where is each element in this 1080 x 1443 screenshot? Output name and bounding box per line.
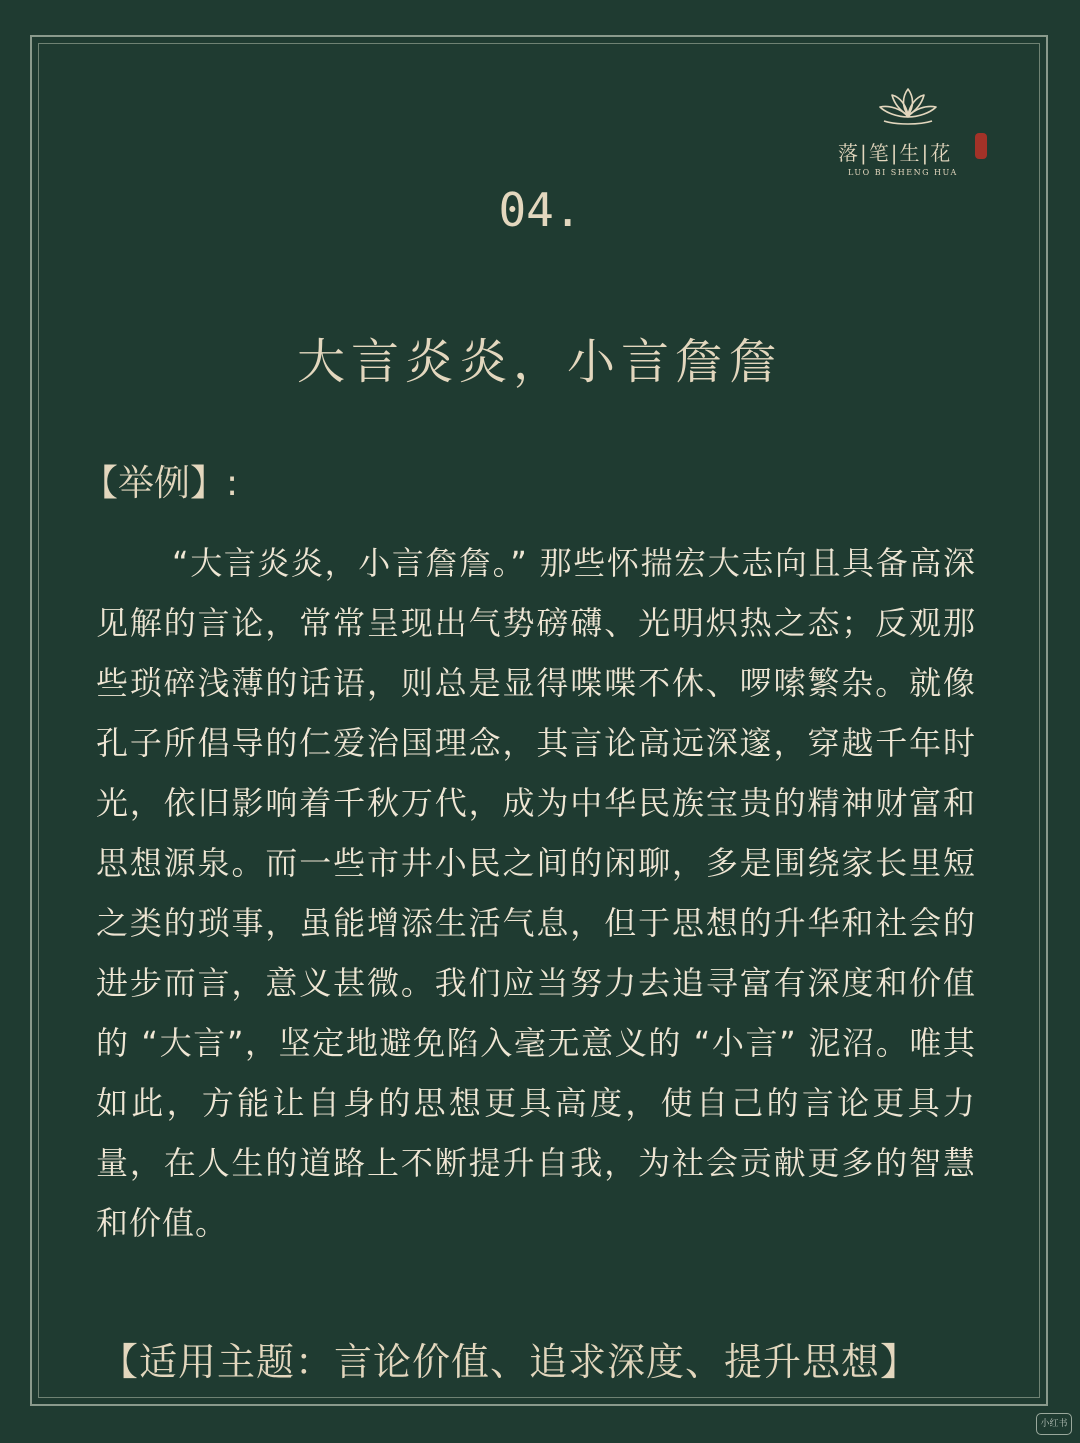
- red-seal-stamp: [975, 133, 987, 159]
- lotus-icon: [876, 85, 940, 129]
- logo-pinyin: LUO BI SHENG HUA: [848, 168, 958, 177]
- example-paragraph: “大言炎炎，小言詹詹。” 那些怀揣宏大志向且具备高深见解的言论，常常呈现出气势磅礴、光明炽热之态；反观那些琐碎浅薄的话语，则总是显得喋喋不休、啰嗦繁杂。就像孔子所倡导的仁爱治国理念，其言论高远深邃，穿越千年时光，依旧影响着千秋万代，成为中华民族宝贵的精神财富和思想源泉。而一些市井小民之间的闲聊，多是围绕家长里短之类的琐事，虽能增添生活气息，但于思想的升华和社会的进步而言，意义甚微。我们应当努力去追寻富有深度和价值的 “大言”，坚定地避免陷入毫无意义的 “小言” 泥沼。唯其如此，方能让自身的思想更具高度，使自己的言论更具力量，在人生的道路上不断提升自我，为社会贡献更多的智慧和价值。: [96, 544, 976, 1242]
- platform-watermark: 小红书: [1036, 1413, 1072, 1435]
- brand-logo: [838, 85, 998, 185]
- page-title: 大言炎炎，小言詹詹: [296, 334, 783, 390]
- applicable-topics: 【适用主题：言论价值、追求深度、提升思想】: [100, 1340, 920, 1384]
- section-number: 04.: [498, 183, 582, 237]
- example-label: 【举例】:: [82, 463, 239, 504]
- logo-chinese-name: 落|笔|生|花: [838, 141, 953, 165]
